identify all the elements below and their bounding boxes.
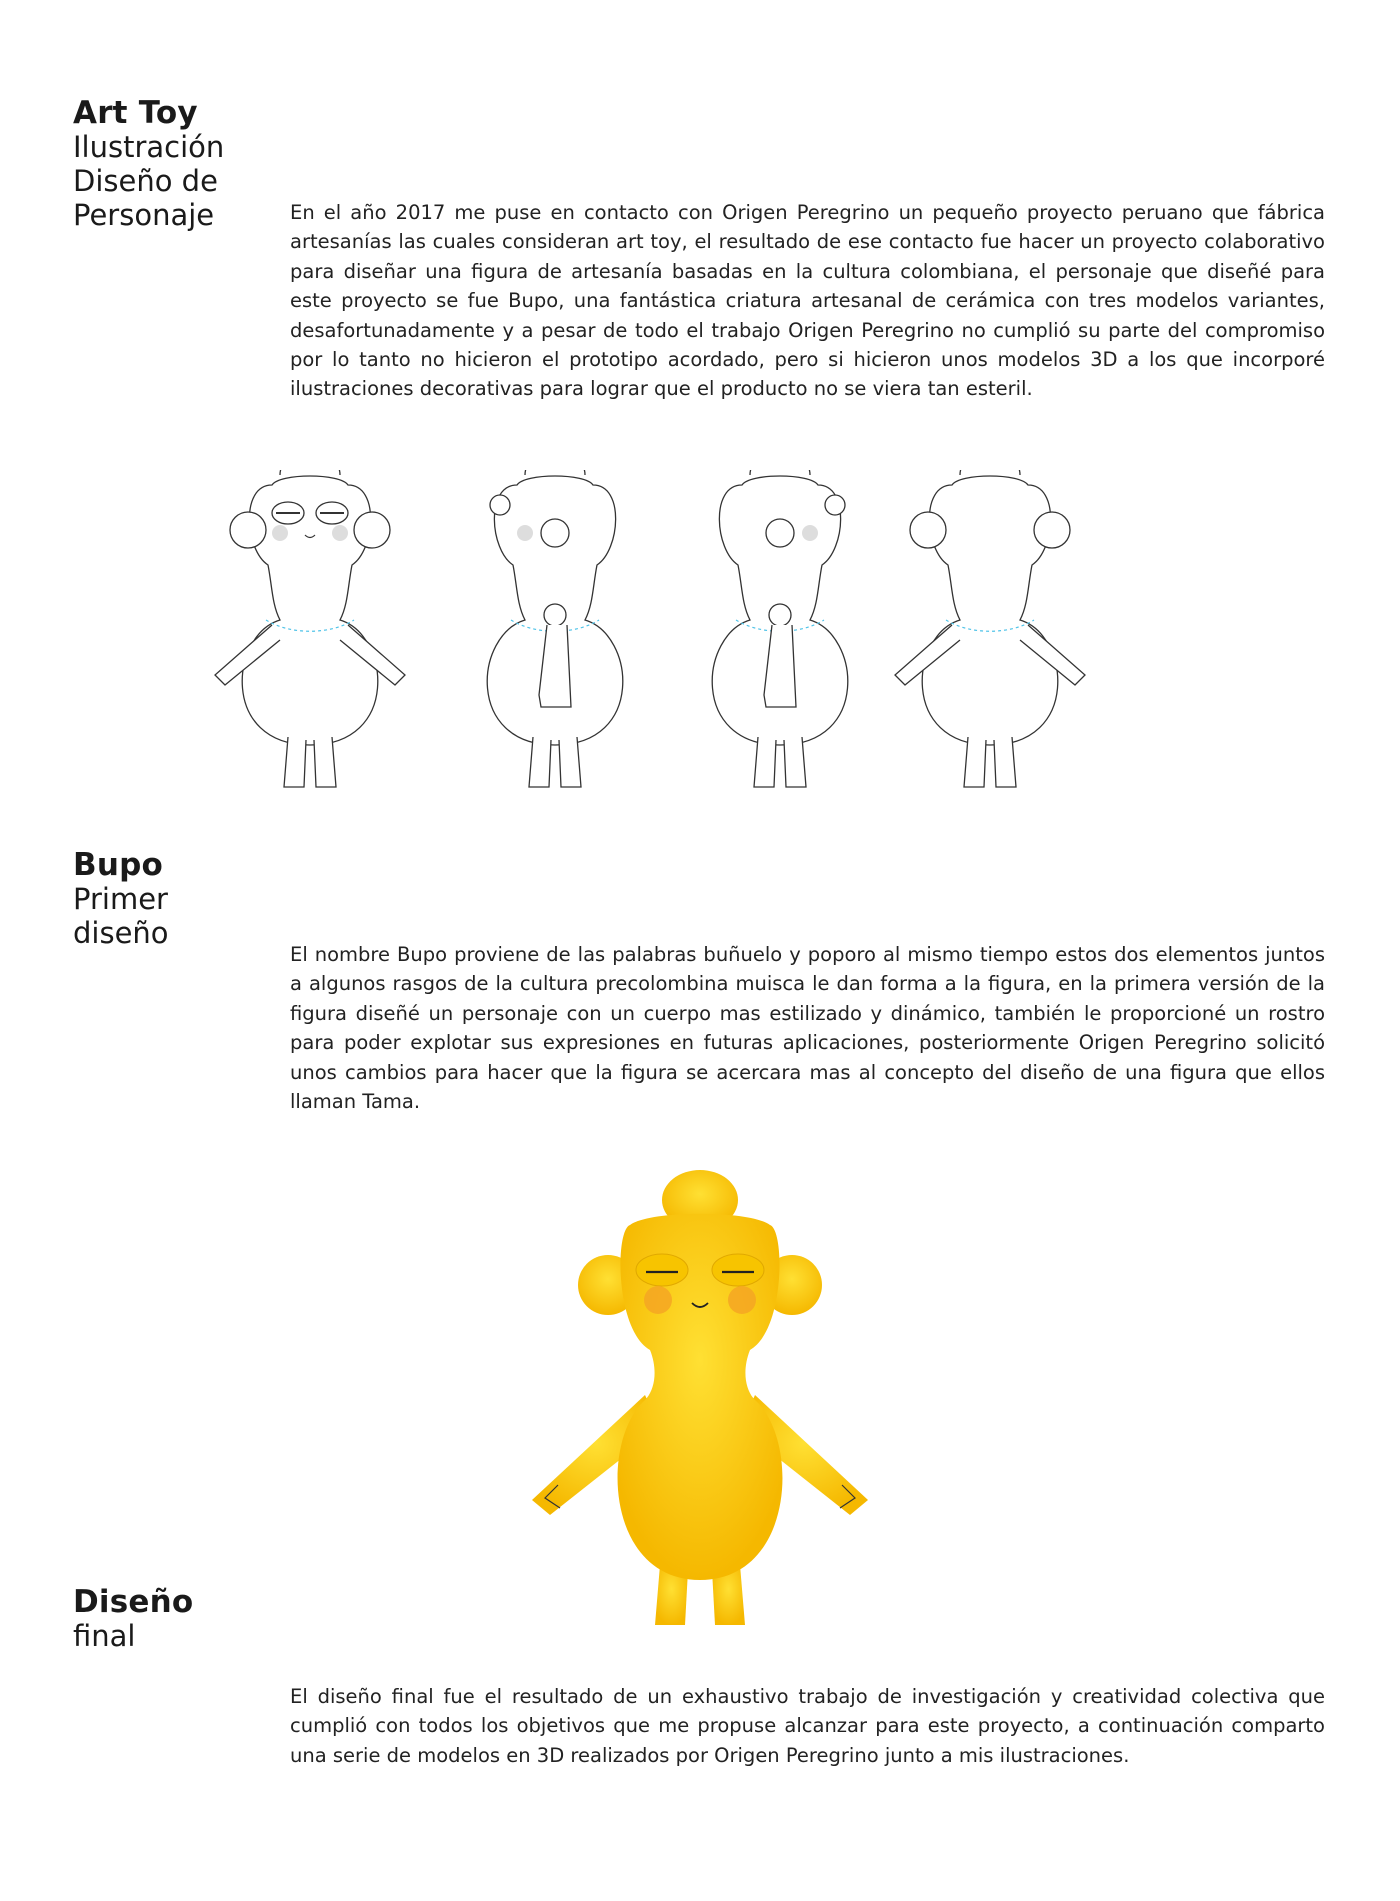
section-subtitle-line: diseño: [73, 916, 169, 950]
section-subtitle-line: final: [73, 1619, 136, 1653]
section-subtitle-line: Primer: [73, 882, 168, 916]
figure-back-view: [895, 470, 1085, 787]
figure-front-view: [215, 470, 405, 787]
section-subtitle-line: Ilustración: [73, 130, 225, 164]
section-body-text: En el año 2017 me puse en contacto con Origen Peregrino un pequeño proyecto peruano que fábrica artesanías las cuales consideran art toy, el resultado de ese contacto fue hacer un proyecto colaborativo para diseñar una figura de artesanía basadas en la cultura colombiana, el personaje que diseñé para este proyecto se fue Bupo, una fantástica criatura artesanal de cerámica con tres modelos variantes, desafortunadamente y a pesar de todo el trabajo Origen Peregrino no cumplió su parte del compromiso por lo tanto no hicieron el prototipo acordado, pero si hicieron unos modelos 3D a los que incorporé ilustraciones decorativas para lograr que el producto no se viera tan esteril.: [290, 201, 1325, 401]
section-title: Diseño: [73, 1584, 194, 1620]
section-heading-art-toy: [73, 96, 224, 232]
final-figure-illustration: [520, 1170, 880, 1630]
section-body-text: El nombre Bupo proviene de las palabras buñuelo y poporo al mismo tiempo estos dos elementos juntos a algunos rasgos de la cultura precolombina muisca le dan forma a la figura, en la primera versión de la figura diseñé un personaje con un cuerpo mas estilizado y dinámico, también le proporcioné un rostro para poder explotar sus expresiones en futuras aplicaciones, posteriormente Origen Peregrino solicitó unos cambios para hacer que la figura se acercara mas al concepto del diseño de una figura que ellos llaman Tama.: [290, 943, 1325, 1114]
section-subtitle-line: Personaje: [73, 198, 215, 232]
section-title: Art Toy: [73, 95, 198, 131]
figure-side-view-right: [712, 470, 848, 787]
section-heading-bupo: [73, 848, 169, 950]
figure-side-view-left: [487, 470, 623, 787]
section-body-text: El diseño final fue el resultado de un exhaustivo trabajo de investigación y creatividad colectiva que cumplió con todos los objetivos que me propuse alcanzar para este proyecto, a continuación comparto una serie de modelos en 3D realizados por Origen Peregrino junto a mis ilustraciones.: [290, 1685, 1325, 1767]
section-subtitle-line: Diseño de: [73, 164, 218, 198]
section-heading-diseno-final: [73, 1585, 193, 1653]
turnaround-line-art: [200, 470, 1200, 790]
section-title: Bupo: [73, 847, 163, 883]
